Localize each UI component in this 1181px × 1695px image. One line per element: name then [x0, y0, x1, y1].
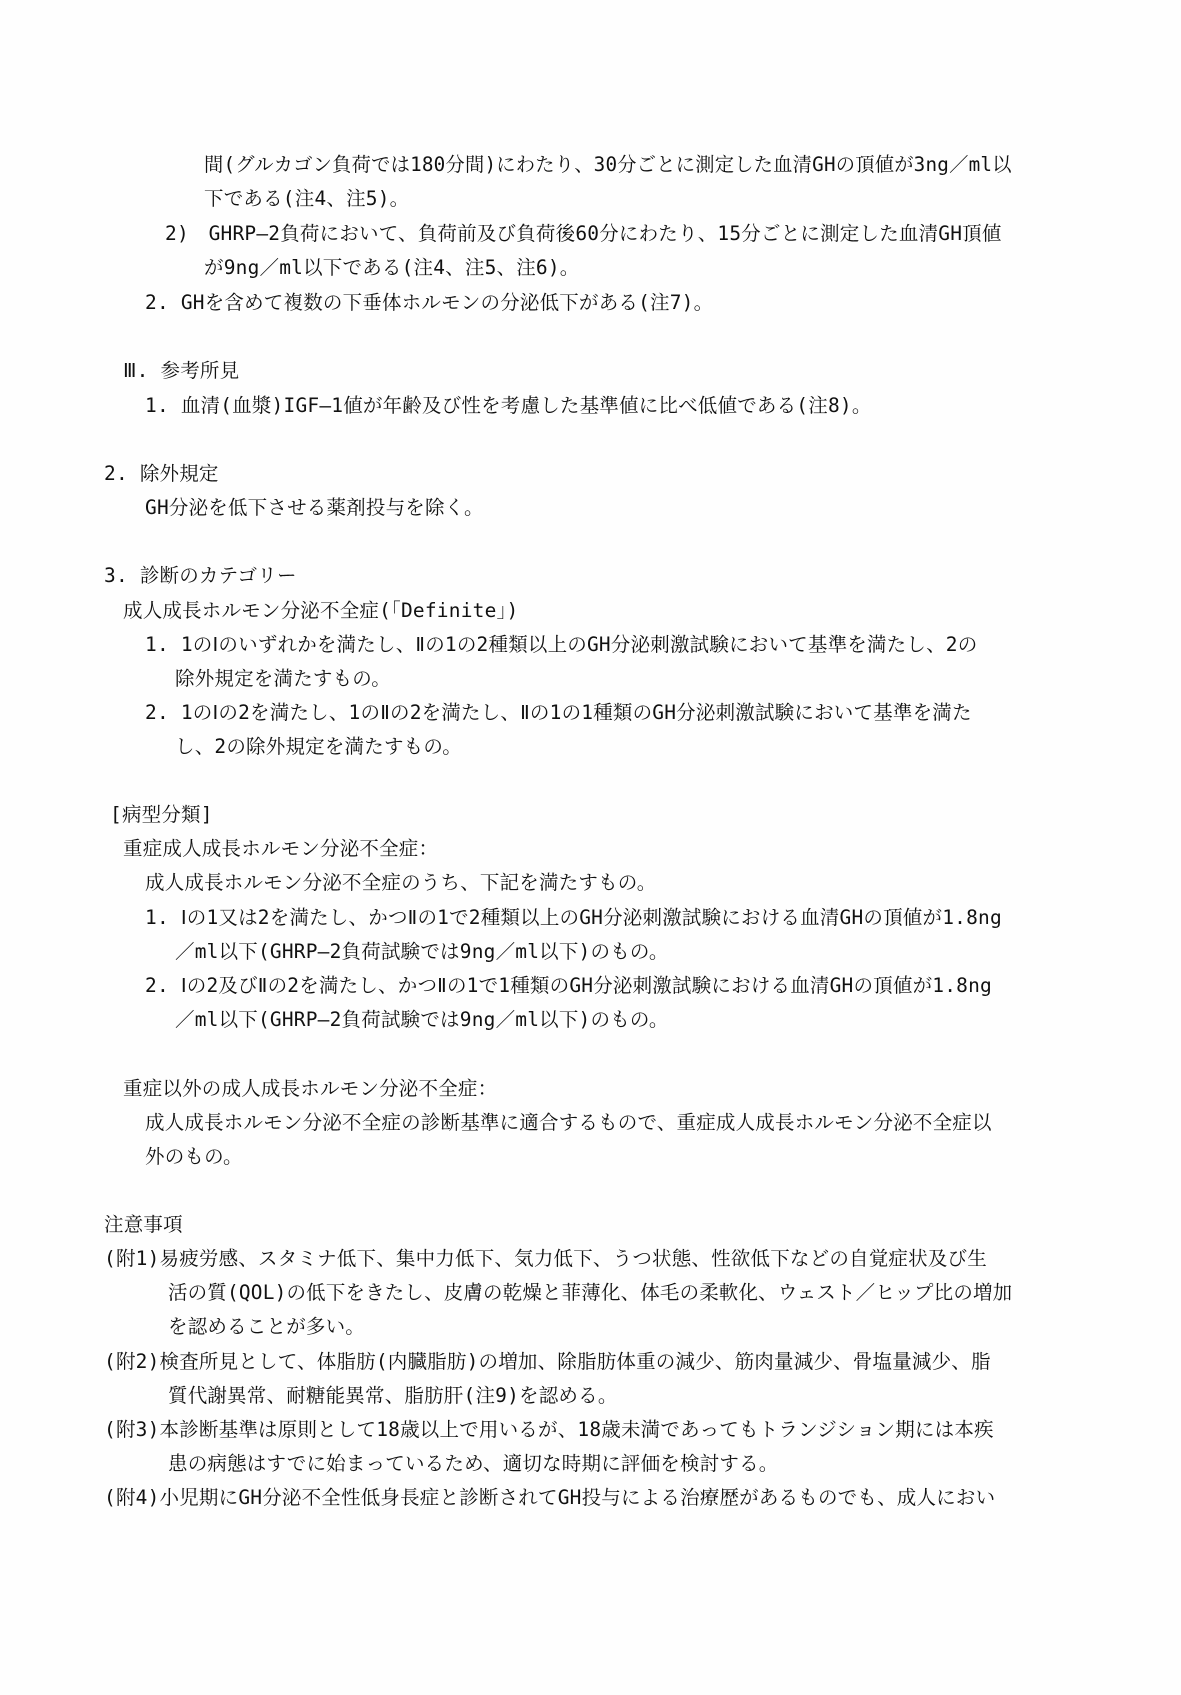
text-line: 重症以外の成人成長ホルモン分泌不全症：	[123, 1077, 498, 1100]
text-line: 1. 1のⅠのいずれかを満たし、Ⅱの1の2種類以上のGH分泌刺激試験において基準を満たし、2の	[145, 633, 978, 656]
text-line: 成人成長ホルモン分泌不全症のうち、下記を満たすもの。	[145, 871, 657, 894]
text-line: を認めることが多い。	[168, 1315, 366, 1338]
text-line: が9ng／ml以下である(注4、注5、注6)。	[204, 256, 580, 279]
text-line: 除外規定を満たすもの。	[175, 667, 391, 690]
text-line: 重症成人成長ホルモン分泌不全症：	[123, 837, 439, 860]
text-line: 患の病態はすでに始まっているため、適切な時期に評価を検討する。	[168, 1452, 779, 1475]
text-line: Ⅲ. 参考所見	[123, 359, 240, 382]
text-line: 活の質(QOL)の低下をきたし、皮膚の乾燥と菲薄化、体毛の柔軟化、ウェスト／ヒップ比の増加	[168, 1281, 1013, 1304]
text-line: ／ml以下(GHRP―2負荷試験では9ng／ml以下)のもの。	[175, 940, 669, 963]
text-line: (附4)小児期にGH分泌不全性低身長症と診断されてGH投与による治療歴があるものでも、成人におい	[104, 1486, 996, 1509]
text-line: ／ml以下(GHRP―2負荷試験では9ng／ml以下)のもの。	[175, 1008, 669, 1031]
text-line: (附2)検査所見として、体脂肪(内臓脂肪)の増加、除脂肪体重の減少、筋肉量減少、骨塩量減少、脂	[104, 1350, 991, 1373]
text-line: 3. 診断のカテゴリー	[104, 564, 297, 587]
text-line: 質代謝異常、耐糖能異常、脂肪肝(注9)を認める。	[168, 1384, 618, 1407]
text-line: [病型分類]	[110, 803, 213, 826]
text-line: 2. Ⅰの2及びⅡの2を満たし、かつⅡの1で1種類のGH分泌刺激試験における血清GHの頂値が1.8ng	[145, 974, 992, 997]
text-line: 注意事項	[104, 1213, 183, 1236]
text-line: GH分泌を低下させる薬剤投与を除く。	[145, 496, 484, 519]
text-line: (附3)本診断基準は原則として18歳以上で用いるが、18歳未満であってもトランジション期には本疾	[104, 1418, 994, 1441]
text-line: 2. GHを含めて複数の下垂体ホルモンの分泌低下がある(注7)。	[145, 291, 714, 314]
text-line: 下である(注4、注5)。	[204, 187, 410, 210]
text-line: 2) GHRP―2負荷において、負荷前及び負荷後60分にわたり、15分ごとに測定した血清GH頂値	[165, 222, 1002, 245]
text-line: 1. 血清(血漿)IGF―1値が年齢及び性を考慮した基準値に比べ低値である(注8)。	[145, 394, 872, 417]
text-line: 外のもの。	[145, 1145, 243, 1168]
text-line: 1. Ⅰの1又は2を満たし、かつⅡの1で2種類以上のGH分泌刺激試験における血清GHの頂値が1.8ng	[145, 906, 1002, 929]
text-line: 2. 除外規定	[104, 462, 219, 485]
text-line: 成人成長ホルモン分泌不全症の診断基準に適合するもので、重症成人成長ホルモン分泌不全症以	[145, 1111, 992, 1134]
text-line: 2. 1のⅠの2を満たし、1のⅡの2を満たし、Ⅱの1の1種類のGH分泌刺激試験において基準を満た	[145, 701, 972, 724]
text-line: し、2の除外規定を満たすもの。	[175, 735, 462, 758]
text-line: (附1)易疲労感、スタミナ低下、集中力低下、気力低下、うつ状態、性欲低下などの自覚症状及び生	[104, 1247, 987, 1270]
text-line: 成人成長ホルモン分泌不全症(「Definite」)	[123, 599, 519, 622]
text-line: 間(グルカゴン負荷では180分間)にわたり、30分ごとに測定した血清GHの頂値が3ng／ml以	[204, 153, 1012, 176]
